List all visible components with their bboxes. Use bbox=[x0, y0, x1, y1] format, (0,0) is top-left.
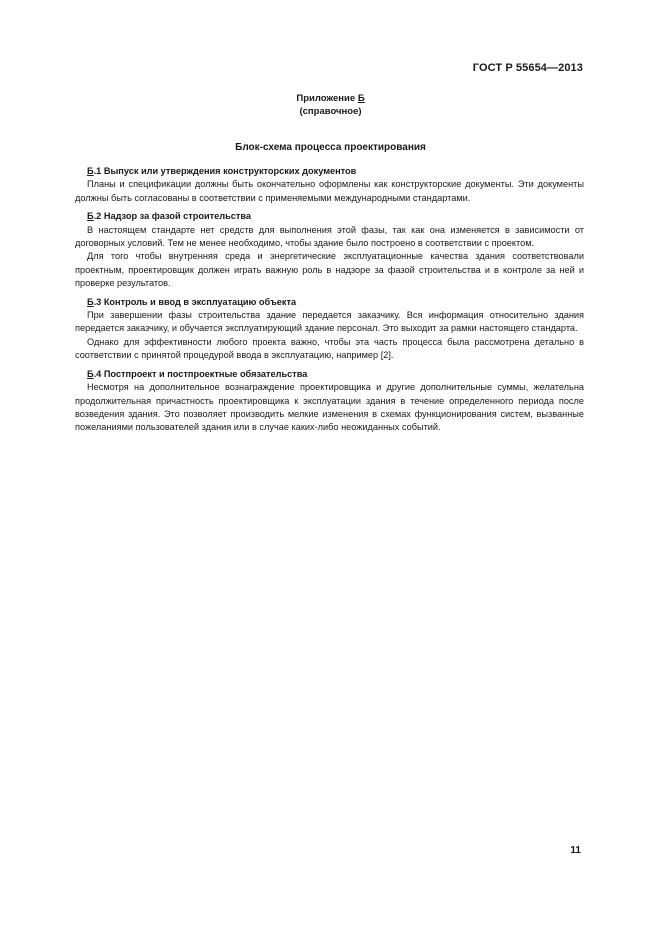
document-body bbox=[75, 165, 584, 435]
section-b2 bbox=[75, 210, 584, 290]
paragraph: Несмотря на дополнительное вознаграждение проектировщика и другие дополнительные суммы, желательна продолжительная причастность проектировщика к эксплуатации здания в течение определенного периода после возведения здания. Это позволяет производить мелкие изменения в схемах функционирования систем, вызванные пожеланиями пользователей здания или в случае каких-либо неожиданных событий. bbox=[75, 382, 584, 433]
section-b3 bbox=[75, 296, 584, 363]
appendix-title bbox=[0, 92, 661, 105]
paragraph: Для того чтобы внутренняя среда и энергетические эксплуатационные качества здания соответствовали проектным, проектировщик должен играть важную роль в надзоре за фазой строительства и в контроле за ней и проверке результатов. bbox=[75, 251, 584, 289]
section-heading-text: .2 Надзор за фазой строительства bbox=[93, 211, 251, 222]
section-letter: Б bbox=[87, 368, 94, 379]
section-heading-text: .3 Контроль и ввод в эксплуатацию объекта bbox=[93, 296, 297, 307]
section-letter: Б bbox=[87, 211, 94, 222]
section-heading bbox=[75, 296, 584, 309]
section-heading bbox=[75, 165, 584, 178]
paragraph: Планы и спецификации должны быть окончательно оформлены как конструкторские документы. Эти документы должны быть согласованы в соответствии с применяемыми международными стандартами. bbox=[75, 179, 584, 203]
appendix-label: Приложение bbox=[296, 93, 358, 104]
section-heading bbox=[75, 210, 584, 223]
section-heading-text: .1 Выпуск или утверждения конструкторских документов bbox=[93, 166, 357, 176]
page-title: Блок-схема процесса проектирования bbox=[235, 142, 426, 153]
paragraph: В настоящем стандарте нет средств для выполнения этой фазы, так как она изменяется в зависимости от договорных условий. Тем не менее необходимо, чтобы здание было построено в соответствии с проектом. bbox=[75, 224, 584, 249]
paragraph: При завершении фазы строительства здание передается заказчику. Вся информация относительно здания передается заказчику, и обучается эксплуатирующий здание персонал. Это выходит за рамки настоящего стандарта. bbox=[75, 310, 584, 334]
section-b1 bbox=[75, 165, 584, 205]
paragraph: Однако для эффективности любого проекта важно, чтобы эта часть процесса была рассмотрена детально в соответствии с принятой процедурой ввода в эксплуатацию, например [2]. bbox=[75, 336, 584, 361]
section-letter: Б bbox=[87, 296, 94, 307]
section-b4 bbox=[75, 368, 584, 435]
appendix-letter: Б bbox=[357, 93, 365, 104]
appendix-label-block bbox=[0, 92, 661, 118]
section-heading bbox=[75, 368, 584, 381]
section-heading-text: .4 Постпроект и постпроектные обязательства bbox=[93, 368, 308, 379]
appendix-note: (справочное) bbox=[299, 106, 362, 117]
document-id: ГОСТ Р 55654—2013 bbox=[472, 62, 583, 74]
page-number: 11 bbox=[570, 845, 581, 856]
section-letter: Б bbox=[87, 166, 94, 176]
